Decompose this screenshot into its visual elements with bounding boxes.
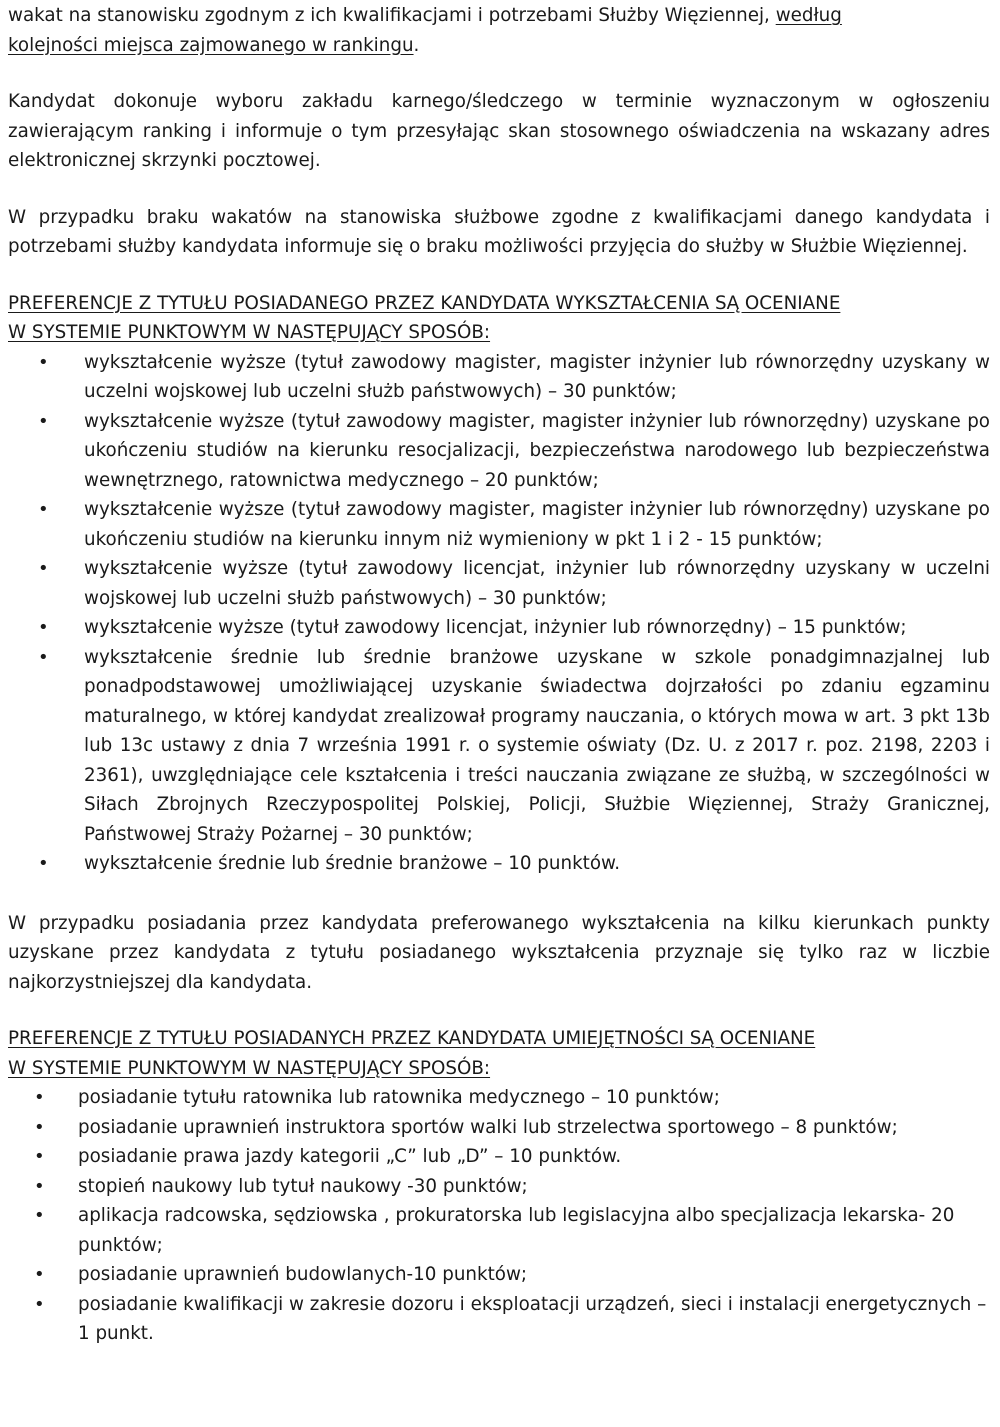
skills-points-list [8, 1083, 990, 1349]
bullet-icon: • [34, 1175, 45, 1197]
bullet-icon: • [34, 1264, 45, 1285]
list-item [8, 643, 990, 850]
list-item-text: wykształcenie wyższe (tytuł zawodowy magister, magister inżynier lub równorzędny uzyskany w uczelni wojskowej lub uczelni służb państwowych) – 30 punktów; [84, 351, 990, 402]
list-item-text: wykształcenie wyższe (tytuł zawodowy licencjat, inżynier lub równorzędny) – 15 punktów; [84, 617, 907, 638]
bullet-icon: • [38, 558, 49, 579]
paragraph-ranking-underlined-phrase: kolejności miejsca zajmowanego w rankingu [8, 34, 414, 56]
list-item [8, 1113, 990, 1143]
list-item-text: wykształcenie wyższe (tytuł zawodowy magister, magister inżynier lub równorzędny) uzyskane po ukończeniu studiów na kierunku resocjalizacji, bezpieczeństwa narodowego lub bezpieczeństwa wewnętrznego, ratownictwa medycznego – 20 punktów; [84, 410, 990, 491]
spacer [8, 879, 990, 909]
paragraph-ranking-continuation [8, 1, 990, 60]
bullet-icon: • [38, 646, 49, 668]
bullet-icon: • [34, 1146, 45, 1167]
list-item [8, 1260, 990, 1290]
section-education-heading-line1: PREFERENCJE Z TYTUŁU POSIADANEGO PRZEZ KANDYDATA WYKSZTAŁCENIA SĄ OCENIANE [8, 292, 841, 314]
bullet-icon: • [38, 410, 49, 432]
bullet-icon: • [34, 1087, 45, 1108]
section-education-heading [8, 289, 990, 348]
list-item-text: wykształcenie średnie lub średnie branżowe uzyskane w szkole ponadgimnazjalnej lub ponadpodstawowej umożliwiającej uzyskanie świadectwa dojrzałości po zdaniu egzaminu maturalnego, w której kandydat zrealizował programy nauczania, o których mowa w art. 3 pkt 13b lub 13c ustawy z dnia 7 września 1991 r. o systemie oświaty (Dz. U. z 2017 r. poz. 2198, 2203 i 2361), uwzględniające cele kształcenia i treści nauczania związane ze służbą, w szczególności w Siłach Zbrojnych Rzeczypospolitej Polskiej, Policji, Służbie Więziennej, Straży Granicznej, Państwowej Straży Pożarnej – 30 punktów; [84, 646, 990, 845]
paragraph-facility-choice: Kandydat dokonuje wyboru zakładu karnego/śledczego w terminie wyznaczonym w ogłoszeniu zawierającym ranking i informuje o tym przesyłając skan stosownego oświadczenia na wskazany adres elektronicznej skrzynki pocztowej. [8, 91, 990, 171]
list-item-text: aplikacja radcowska, sędziowska , prokuratorska lub legislacyjna albo specjalizacja lekarska- 20 punktów; [78, 1205, 955, 1256]
list-item [8, 348, 990, 407]
list-item [8, 554, 990, 613]
paragraph-ranking-line1: wakat na stanowisku zgodnym z ich kwalifikacjami i potrzebami Służby Więziennej, [8, 5, 770, 26]
list-item [8, 1172, 990, 1202]
paragraph-ranking-underlined-word: według [775, 5, 842, 26]
list-item-text: stopień naukowy lub tytuł naukowy -30 punktów; [78, 1175, 528, 1197]
section-skills-heading-line2: W SYSTEMIE PUNKTOWYM W NASTĘPUJĄCY SPOSÓB: [8, 1057, 491, 1079]
spacer [8, 176, 990, 203]
list-item-text: posiadanie prawa jazdy kategorii „C” lub „D” – 10 punktów. [78, 1146, 622, 1167]
list-item-text: posiadanie kwalifikacji w zakresie dozoru i eksploatacji urządzeń, sieci i instalacji energetycznych – 1 punkt. [78, 1293, 987, 1344]
bullet-icon: • [34, 1293, 45, 1315]
spacer [8, 262, 990, 289]
bullet-icon: • [38, 499, 49, 520]
list-item [8, 1201, 990, 1260]
paragraph-education-once: W przypadku posiadania przez kandydata preferowanego wykształcenia na kilku kierunkach punkty uzyskane przez kandydata z tytułu posiadanego wykształcenia przyznaje się tylko raz w liczbie najkorzystniejszej dla kandydata. [8, 912, 990, 993]
section-skills-heading [8, 1024, 990, 1083]
list-item [8, 1083, 990, 1113]
section-skills-heading-line1: PREFERENCJE Z TYTUŁU POSIADANYCH PRZEZ KANDYDATA UMIEJĘTNOŚCI SĄ OCENIANE [8, 1028, 816, 1049]
education-points-list [8, 348, 990, 879]
bullet-icon: • [34, 1205, 45, 1226]
list-item-text: wykształcenie wyższe (tytuł zawodowy licencjat, inżynier lub równorzędny uzyskany w uczelni wojskowej lub uczelni służb państwowych) – 30 punktów; [84, 558, 990, 609]
bullet-icon: • [38, 351, 49, 373]
paragraph-ranking-period: . [413, 34, 420, 56]
list-item-text: posiadanie tytułu ratownika lub ratownika medycznego – 10 punktów; [78, 1087, 720, 1108]
list-item [8, 613, 990, 643]
bullet-icon: • [38, 853, 49, 874]
bullet-icon: • [34, 1116, 45, 1138]
list-item [8, 407, 990, 496]
list-item [8, 1142, 990, 1172]
list-item-text: posiadanie uprawnień budowlanych-10 punktów; [78, 1264, 528, 1285]
list-item-text: wykształcenie wyższe (tytuł zawodowy magister, magister inżynier lub równorzędny) uzyskane po ukończeniu studiów na kierunku innym niż wymieniony w pkt 1 i 2 - 15 punktów; [84, 499, 990, 550]
list-item [8, 495, 990, 554]
list-item [8, 1290, 990, 1349]
list-item-text: wykształcenie średnie lub średnie branżowe – 10 punktów. [84, 853, 621, 874]
list-item-text: posiadanie uprawnień instruktora sportów walki lub strzelectwa sportowego – 8 punktów; [78, 1116, 898, 1138]
spacer [8, 997, 990, 1024]
paragraph-no-vacancies: W przypadku braku wakatów na stanowiska służbowe zgodne z kwalifikacjami danego kandydata i potrzebami służby kandydata informuje się o braku możliwości przyjęcia do służby w Służbie Więziennej. [8, 206, 990, 257]
bullet-icon: • [38, 617, 49, 638]
section-education-heading-line2: W SYSTEMIE PUNKTOWYM W NASTĘPUJĄCY SPOSÓB: [8, 322, 491, 343]
list-item [8, 849, 990, 879]
spacer [8, 60, 990, 87]
